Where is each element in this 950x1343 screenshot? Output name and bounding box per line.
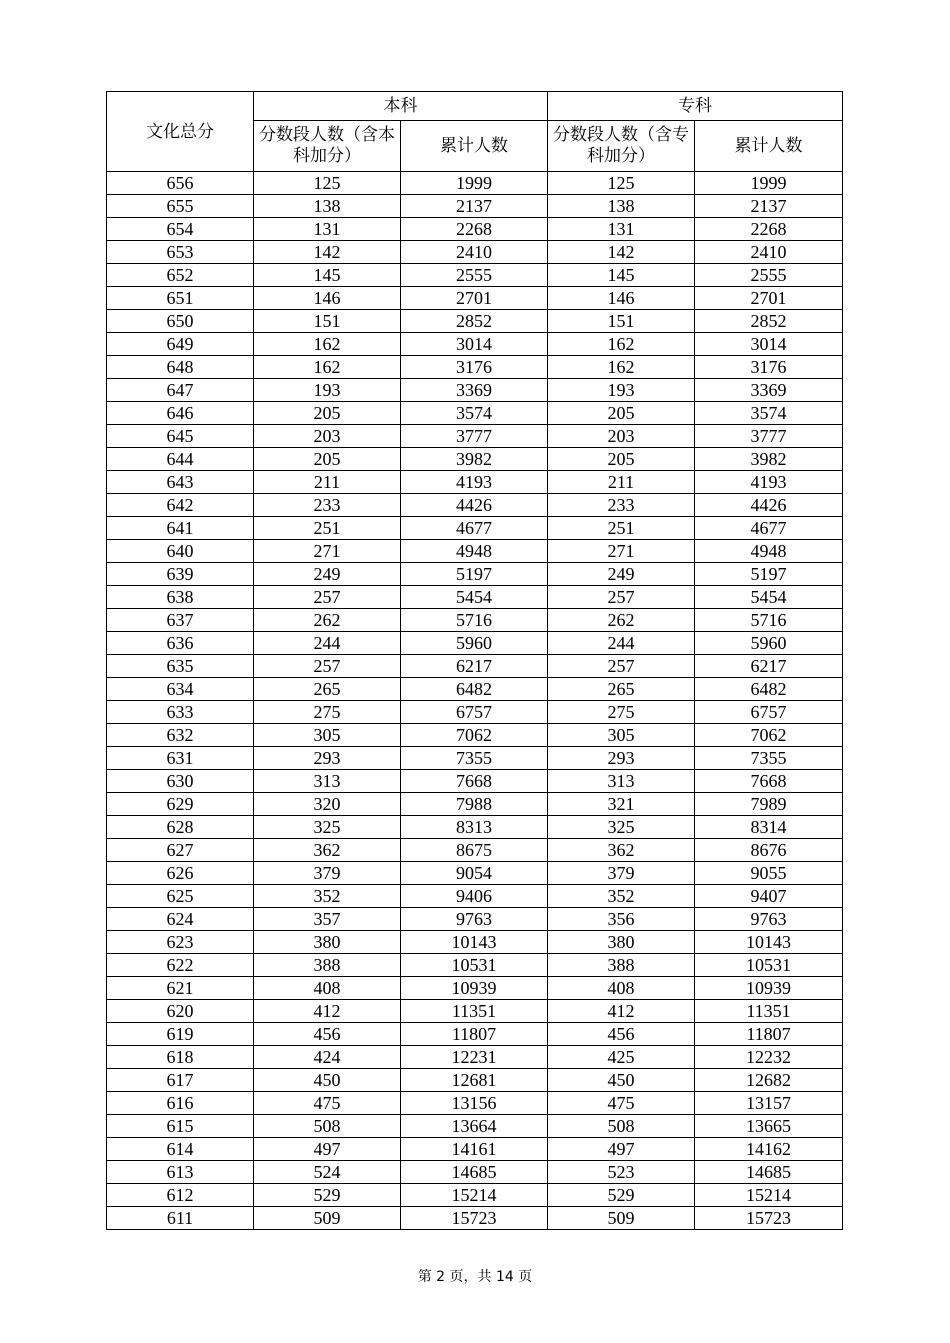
score-cell: 649 [107, 333, 254, 356]
zhuan-band-cell: 262 [548, 609, 695, 632]
ben-band-cell: 362 [254, 839, 401, 862]
ben-band-cell: 162 [254, 356, 401, 379]
table-row [107, 356, 843, 379]
score-cell: 620 [107, 1000, 254, 1023]
table-row [107, 1184, 843, 1207]
zhuan-band-cell: 325 [548, 816, 695, 839]
ben-band-cell: 138 [254, 195, 401, 218]
ben-cumulative-cell: 7355 [401, 747, 548, 770]
score-cell: 618 [107, 1046, 254, 1069]
score-cell: 629 [107, 793, 254, 816]
table-row [107, 379, 843, 402]
zhuan-cumulative-cell: 4948 [695, 540, 843, 563]
zhuan-band-cell: 388 [548, 954, 695, 977]
table-row [107, 1207, 843, 1230]
table-row [107, 218, 843, 241]
ben-cumulative-cell: 2410 [401, 241, 548, 264]
zhuan-cumulative-cell: 1999 [695, 172, 843, 195]
zhuan-band-cell: 271 [548, 540, 695, 563]
table-row [107, 287, 843, 310]
ben-cumulative-cell: 2268 [401, 218, 548, 241]
zhuan-band-cell: 450 [548, 1069, 695, 1092]
zhuan-band-cell: 523 [548, 1161, 695, 1184]
ben-cumulative-cell: 11807 [401, 1023, 548, 1046]
zhuan-band-cell: 356 [548, 908, 695, 931]
score-cell: 628 [107, 816, 254, 839]
score-cell: 615 [107, 1115, 254, 1138]
ben-band-cell: 233 [254, 494, 401, 517]
score-cell: 613 [107, 1161, 254, 1184]
score-cell: 645 [107, 425, 254, 448]
zhuan-cumulative-cell: 6757 [695, 701, 843, 724]
ben-cumulative-cell: 12231 [401, 1046, 548, 1069]
zhuan-band-cell: 293 [548, 747, 695, 770]
zhuan-band-cell: 509 [548, 1207, 695, 1230]
ben-band-cell: 320 [254, 793, 401, 816]
zhuan-cumulative-cell: 3176 [695, 356, 843, 379]
table-row [107, 1046, 843, 1069]
ben-cumulative-cell: 2137 [401, 195, 548, 218]
ben-cumulative-cell: 4426 [401, 494, 548, 517]
zhuan-band-cell: 265 [548, 678, 695, 701]
score-cell: 639 [107, 563, 254, 586]
ben-band-cell: 262 [254, 609, 401, 632]
header-row-groups [107, 92, 843, 121]
table-row [107, 977, 843, 1000]
ben-band-cell: 529 [254, 1184, 401, 1207]
table-row [107, 1092, 843, 1115]
score-cell: 655 [107, 195, 254, 218]
score-cell: 643 [107, 471, 254, 494]
zhuan-cumulative-cell: 9407 [695, 885, 843, 908]
ben-band-cell: 271 [254, 540, 401, 563]
zhuan-band-cell: 275 [548, 701, 695, 724]
table-body [107, 172, 843, 1230]
table-row [107, 425, 843, 448]
ben-cumulative-cell: 15214 [401, 1184, 548, 1207]
score-cell: 638 [107, 586, 254, 609]
zhuan-cumulative-cell: 14162 [695, 1138, 843, 1161]
zhuan-band-cell: 408 [548, 977, 695, 1000]
score-cell: 630 [107, 770, 254, 793]
table-row [107, 1115, 843, 1138]
table-row [107, 1023, 843, 1046]
score-cell: 614 [107, 1138, 254, 1161]
ben-band-cell: 379 [254, 862, 401, 885]
zhuan-cumulative-cell: 3369 [695, 379, 843, 402]
score-cell: 621 [107, 977, 254, 1000]
ben-band-cell: 257 [254, 655, 401, 678]
ben-band-cell: 162 [254, 333, 401, 356]
ben-cumulative-cell: 6757 [401, 701, 548, 724]
table-row [107, 540, 843, 563]
ben-band-cell: 275 [254, 701, 401, 724]
zhuan-cumulative-cell: 2852 [695, 310, 843, 333]
zhuan-band-cell: 508 [548, 1115, 695, 1138]
ben-cumulative-cell: 11351 [401, 1000, 548, 1023]
header-group-ben: 本科 [254, 92, 548, 121]
zhuan-band-cell: 475 [548, 1092, 695, 1115]
zhuan-band-cell: 425 [548, 1046, 695, 1069]
zhuan-band-cell: 362 [548, 839, 695, 862]
zhuan-cumulative-cell: 2701 [695, 287, 843, 310]
table-row [107, 563, 843, 586]
ben-band-cell: 388 [254, 954, 401, 977]
zhuan-band-cell: 251 [548, 517, 695, 540]
table-row [107, 241, 843, 264]
score-cell: 612 [107, 1184, 254, 1207]
table-row [107, 701, 843, 724]
ben-cumulative-cell: 9054 [401, 862, 548, 885]
zhuan-cumulative-cell: 10143 [695, 931, 843, 954]
zhuan-cumulative-cell: 14685 [695, 1161, 843, 1184]
score-cell: 654 [107, 218, 254, 241]
ben-band-cell: 293 [254, 747, 401, 770]
table-row [107, 1138, 843, 1161]
header-zhuan-cumulative: 累计人数 [695, 121, 843, 172]
zhuan-band-cell: 138 [548, 195, 695, 218]
zhuan-cumulative-cell: 5197 [695, 563, 843, 586]
ben-cumulative-cell: 7062 [401, 724, 548, 747]
table-row [107, 172, 843, 195]
table-row [107, 586, 843, 609]
ben-cumulative-cell: 3982 [401, 448, 548, 471]
table-row [107, 839, 843, 862]
score-cell: 625 [107, 885, 254, 908]
score-cell: 624 [107, 908, 254, 931]
zhuan-band-cell: 145 [548, 264, 695, 287]
table-row [107, 885, 843, 908]
page-footer: 第 2 页，共 14 页 [417, 1269, 533, 1285]
zhuan-cumulative-cell: 6217 [695, 655, 843, 678]
ben-band-cell: 193 [254, 379, 401, 402]
table-row [107, 264, 843, 287]
ben-band-cell: 257 [254, 586, 401, 609]
score-cell: 616 [107, 1092, 254, 1115]
ben-cumulative-cell: 2701 [401, 287, 548, 310]
zhuan-cumulative-cell: 5960 [695, 632, 843, 655]
ben-cumulative-cell: 2555 [401, 264, 548, 287]
table-row [107, 517, 843, 540]
zhuan-band-cell: 162 [548, 333, 695, 356]
zhuan-band-cell: 257 [548, 586, 695, 609]
zhuan-cumulative-cell: 2555 [695, 264, 843, 287]
ben-band-cell: 450 [254, 1069, 401, 1092]
ben-band-cell: 249 [254, 563, 401, 586]
ben-cumulative-cell: 15723 [401, 1207, 548, 1230]
table-row [107, 954, 843, 977]
zhuan-band-cell: 125 [548, 172, 695, 195]
zhuan-band-cell: 131 [548, 218, 695, 241]
table-row [107, 931, 843, 954]
zhuan-band-cell: 379 [548, 862, 695, 885]
score-cell: 626 [107, 862, 254, 885]
table-row [107, 310, 843, 333]
ben-cumulative-cell: 4193 [401, 471, 548, 494]
zhuan-cumulative-cell: 7989 [695, 793, 843, 816]
ben-cumulative-cell: 5197 [401, 563, 548, 586]
ben-band-cell: 456 [254, 1023, 401, 1046]
ben-cumulative-cell: 2852 [401, 310, 548, 333]
table-row [107, 448, 843, 471]
zhuan-cumulative-cell: 4193 [695, 471, 843, 494]
zhuan-cumulative-cell: 3574 [695, 402, 843, 425]
ben-band-cell: 325 [254, 816, 401, 839]
table-row [107, 1000, 843, 1023]
ben-cumulative-cell: 1999 [401, 172, 548, 195]
zhuan-cumulative-cell: 8676 [695, 839, 843, 862]
score-cell: 634 [107, 678, 254, 701]
zhuan-cumulative-cell: 4677 [695, 517, 843, 540]
zhuan-cumulative-cell: 15723 [695, 1207, 843, 1230]
ben-cumulative-cell: 5716 [401, 609, 548, 632]
ben-cumulative-cell: 7668 [401, 770, 548, 793]
header-zhuan-band: 分数段人数（含专科加分） [548, 121, 695, 172]
zhuan-cumulative-cell: 9763 [695, 908, 843, 931]
zhuan-band-cell: 203 [548, 425, 695, 448]
header-score: 文化总分 [107, 92, 254, 172]
zhuan-band-cell: 211 [548, 471, 695, 494]
score-cell: 653 [107, 241, 254, 264]
ben-band-cell: 151 [254, 310, 401, 333]
score-cell: 633 [107, 701, 254, 724]
table-row [107, 195, 843, 218]
score-cell: 632 [107, 724, 254, 747]
ben-band-cell: 357 [254, 908, 401, 931]
zhuan-cumulative-cell: 11351 [695, 1000, 843, 1023]
ben-cumulative-cell: 13156 [401, 1092, 548, 1115]
ben-band-cell: 131 [254, 218, 401, 241]
zhuan-cumulative-cell: 9055 [695, 862, 843, 885]
score-cell: 636 [107, 632, 254, 655]
ben-band-cell: 142 [254, 241, 401, 264]
ben-band-cell: 205 [254, 448, 401, 471]
score-cell: 651 [107, 287, 254, 310]
table-row [107, 678, 843, 701]
ben-cumulative-cell: 5960 [401, 632, 548, 655]
zhuan-cumulative-cell: 13157 [695, 1092, 843, 1115]
zhuan-cumulative-cell: 11807 [695, 1023, 843, 1046]
ben-band-cell: 125 [254, 172, 401, 195]
score-distribution-table [106, 91, 843, 1230]
ben-cumulative-cell: 3369 [401, 379, 548, 402]
ben-band-cell: 380 [254, 931, 401, 954]
ben-band-cell: 211 [254, 471, 401, 494]
ben-cumulative-cell: 14161 [401, 1138, 548, 1161]
zhuan-band-cell: 529 [548, 1184, 695, 1207]
table-row [107, 333, 843, 356]
ben-band-cell: 145 [254, 264, 401, 287]
ben-cumulative-cell: 6217 [401, 655, 548, 678]
zhuan-cumulative-cell: 6482 [695, 678, 843, 701]
score-cell: 619 [107, 1023, 254, 1046]
ben-cumulative-cell: 9406 [401, 885, 548, 908]
ben-band-cell: 508 [254, 1115, 401, 1138]
zhuan-band-cell: 244 [548, 632, 695, 655]
score-cell: 631 [107, 747, 254, 770]
score-cell: 641 [107, 517, 254, 540]
ben-cumulative-cell: 5454 [401, 586, 548, 609]
zhuan-cumulative-cell: 4426 [695, 494, 843, 517]
ben-cumulative-cell: 8313 [401, 816, 548, 839]
score-cell: 648 [107, 356, 254, 379]
zhuan-band-cell: 146 [548, 287, 695, 310]
ben-band-cell: 352 [254, 885, 401, 908]
ben-cumulative-cell: 14685 [401, 1161, 548, 1184]
ben-band-cell: 509 [254, 1207, 401, 1230]
zhuan-cumulative-cell: 3014 [695, 333, 843, 356]
ben-band-cell: 203 [254, 425, 401, 448]
zhuan-cumulative-cell: 2410 [695, 241, 843, 264]
ben-band-cell: 146 [254, 287, 401, 310]
table-row [107, 494, 843, 517]
ben-band-cell: 424 [254, 1046, 401, 1069]
ben-cumulative-cell: 4948 [401, 540, 548, 563]
ben-cumulative-cell: 10143 [401, 931, 548, 954]
zhuan-band-cell: 233 [548, 494, 695, 517]
zhuan-cumulative-cell: 10531 [695, 954, 843, 977]
ben-cumulative-cell: 10939 [401, 977, 548, 1000]
zhuan-cumulative-cell: 5454 [695, 586, 843, 609]
table-row [107, 862, 843, 885]
score-cell: 640 [107, 540, 254, 563]
ben-cumulative-cell: 12681 [401, 1069, 548, 1092]
header-ben-band: 分数段人数（含本科加分） [254, 121, 401, 172]
score-cell: 652 [107, 264, 254, 287]
zhuan-band-cell: 305 [548, 724, 695, 747]
zhuan-band-cell: 193 [548, 379, 695, 402]
ben-cumulative-cell: 4677 [401, 517, 548, 540]
score-cell: 646 [107, 402, 254, 425]
ben-cumulative-cell: 3574 [401, 402, 548, 425]
score-cell: 644 [107, 448, 254, 471]
zhuan-cumulative-cell: 15214 [695, 1184, 843, 1207]
ben-cumulative-cell: 10531 [401, 954, 548, 977]
ben-band-cell: 205 [254, 402, 401, 425]
table-row [107, 471, 843, 494]
score-cell: 635 [107, 655, 254, 678]
table-row [107, 747, 843, 770]
ben-band-cell: 244 [254, 632, 401, 655]
zhuan-cumulative-cell: 3777 [695, 425, 843, 448]
zhuan-band-cell: 249 [548, 563, 695, 586]
table-row [107, 770, 843, 793]
ben-cumulative-cell: 6482 [401, 678, 548, 701]
ben-band-cell: 475 [254, 1092, 401, 1115]
score-cell: 617 [107, 1069, 254, 1092]
table-row [107, 816, 843, 839]
zhuan-cumulative-cell: 12682 [695, 1069, 843, 1092]
ben-cumulative-cell: 3014 [401, 333, 548, 356]
table-row [107, 632, 843, 655]
zhuan-cumulative-cell: 7062 [695, 724, 843, 747]
zhuan-band-cell: 380 [548, 931, 695, 954]
ben-band-cell: 412 [254, 1000, 401, 1023]
table-row [107, 609, 843, 632]
score-cell: 637 [107, 609, 254, 632]
zhuan-cumulative-cell: 10939 [695, 977, 843, 1000]
header-group-zhuan: 专科 [548, 92, 843, 121]
ben-cumulative-cell: 9763 [401, 908, 548, 931]
zhuan-band-cell: 205 [548, 402, 695, 425]
zhuan-band-cell: 257 [548, 655, 695, 678]
score-cell: 611 [107, 1207, 254, 1230]
zhuan-cumulative-cell: 13665 [695, 1115, 843, 1138]
ben-band-cell: 305 [254, 724, 401, 747]
ben-band-cell: 265 [254, 678, 401, 701]
table-row [107, 402, 843, 425]
table-row [107, 655, 843, 678]
table-row [107, 1161, 843, 1184]
table-row [107, 793, 843, 816]
ben-band-cell: 251 [254, 517, 401, 540]
table-row [107, 908, 843, 931]
table-row [107, 1069, 843, 1092]
table-row [107, 724, 843, 747]
zhuan-band-cell: 456 [548, 1023, 695, 1046]
ben-band-cell: 524 [254, 1161, 401, 1184]
zhuan-cumulative-cell: 2137 [695, 195, 843, 218]
zhuan-band-cell: 321 [548, 793, 695, 816]
score-cell: 656 [107, 172, 254, 195]
zhuan-cumulative-cell: 2268 [695, 218, 843, 241]
zhuan-band-cell: 151 [548, 310, 695, 333]
zhuan-band-cell: 162 [548, 356, 695, 379]
ben-cumulative-cell: 7988 [401, 793, 548, 816]
zhuan-band-cell: 352 [548, 885, 695, 908]
zhuan-band-cell: 497 [548, 1138, 695, 1161]
score-cell: 622 [107, 954, 254, 977]
zhuan-band-cell: 313 [548, 770, 695, 793]
zhuan-cumulative-cell: 8314 [695, 816, 843, 839]
zhuan-band-cell: 205 [548, 448, 695, 471]
ben-band-cell: 313 [254, 770, 401, 793]
score-cell: 647 [107, 379, 254, 402]
ben-cumulative-cell: 8675 [401, 839, 548, 862]
score-cell: 650 [107, 310, 254, 333]
ben-cumulative-cell: 13664 [401, 1115, 548, 1138]
zhuan-band-cell: 142 [548, 241, 695, 264]
zhuan-cumulative-cell: 7355 [695, 747, 843, 770]
zhuan-cumulative-cell: 5716 [695, 609, 843, 632]
score-cell: 627 [107, 839, 254, 862]
ben-cumulative-cell: 3777 [401, 425, 548, 448]
zhuan-cumulative-cell: 3982 [695, 448, 843, 471]
ben-band-cell: 497 [254, 1138, 401, 1161]
score-cell: 623 [107, 931, 254, 954]
zhuan-band-cell: 412 [548, 1000, 695, 1023]
ben-cumulative-cell: 3176 [401, 356, 548, 379]
header-ben-cumulative: 累计人数 [401, 121, 548, 172]
score-cell: 642 [107, 494, 254, 517]
zhuan-cumulative-cell: 12232 [695, 1046, 843, 1069]
ben-band-cell: 408 [254, 977, 401, 1000]
zhuan-cumulative-cell: 7668 [695, 770, 843, 793]
